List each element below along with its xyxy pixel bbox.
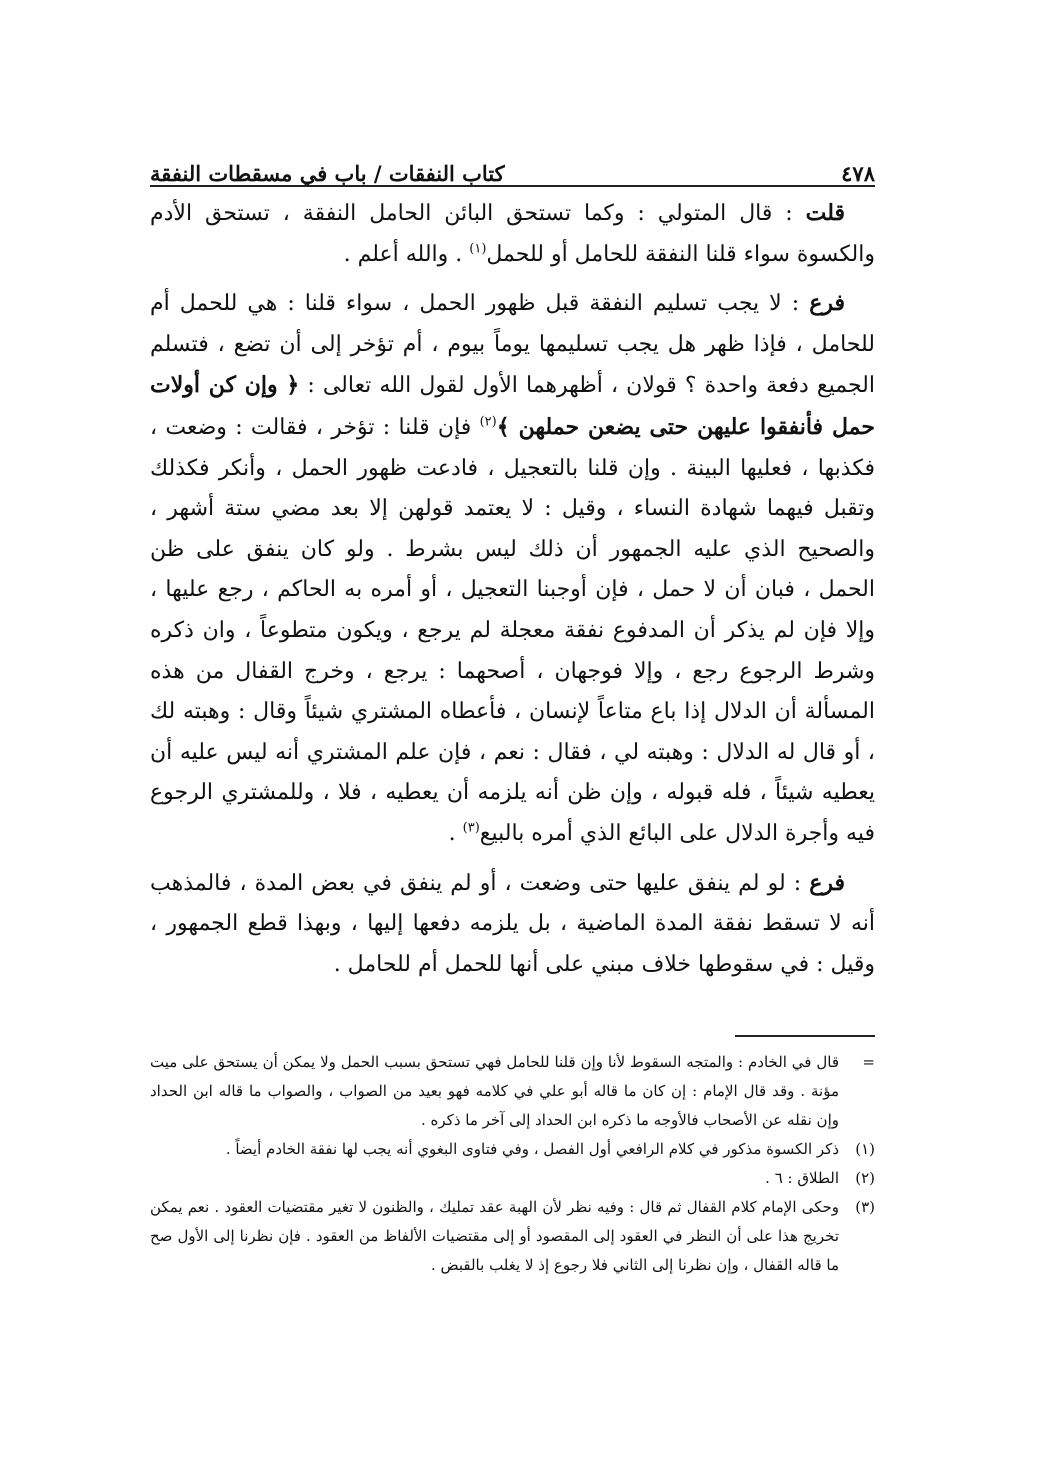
running-title: كتاب النفقات / باب في مسقطات النفقة	[150, 161, 505, 186]
paragraph-text: . والله أعلم .	[343, 241, 470, 267]
footnote-text: وحكى الإمام كلام القفال ثم قال : وفيه نظر لأن الهبة عقد تمليك ، والظنون لا تغير مقتضيات العقود . نعم يمكن تخريج هذا على أن النظر في العقود إلى المقصود أو إلى مقتضيات الألفاظ من العقود . فإن نظرنا إلى الأول صح ما قاله القفال ، وإن نظرنا إلى الثاني فلا رجوع إذ لا يغلب بالقبض .	[150, 1198, 839, 1274]
header-rule	[150, 185, 875, 187]
footnote-text: ذكر الكسوة مذكور في كلام الرافعي أول الفصل ، وفي فتاوى البغوي أنه يجب لها نفقة الخادم أيضاً .	[225, 1140, 839, 1158]
footnote-text: قال في الخادم : والمتجه السقوط لأنا وإن قلنا للحامل فهي تستحق بسبب الحمل ولا يمكن أن يستحق على ميت مؤنة . وقد قال الإمام : إن كان ما قاله أبو علي في كلامه فهو بعيد من الصواب ، والصواب ما قاله ابن الحداد وإن نقله عن الأصحاب فالأوجه ما ذكره ابن الحداد إلى آخر ما ذكره .	[150, 1053, 839, 1129]
main-text	[150, 193, 875, 993]
footnote-ref: (٢)	[479, 414, 497, 430]
paragraph-lead: قلت	[805, 200, 845, 226]
footnote-mark: (٢)	[855, 1169, 875, 1187]
page-number: ٤٧٨	[841, 161, 875, 186]
paragraph-text: : قال المتولي : وكما تستحق البائن الحامل النفقة ، تستحق الأدم والكسوة سواء قلنا النفقة للحامل أو للحمل	[150, 201, 875, 267]
footnote	[150, 1135, 875, 1164]
footnote	[150, 1193, 875, 1280]
paragraph	[150, 193, 875, 275]
footnote	[150, 1164, 875, 1193]
footnote-mark: =	[862, 1053, 875, 1071]
paragraph-text: .	[448, 820, 463, 846]
footnote-continuation	[150, 1048, 875, 1135]
paragraph-lead: فرع	[809, 869, 845, 896]
paragraph-lead: فرع	[809, 290, 845, 317]
footnote-ref: (٣)	[462, 820, 480, 836]
paragraph-text: : لا يجب تسليم النفقة قبل ظهور الحمل ، سواء قلنا : هي للحمل أم للحامل ، فإذا ظهر هل يجب تسليمها يوماً بيوم ، أم تؤخر إلى أن تضع ، فتسلم الجميع دفعة واحدة ؟ قولان ، أظهرهما الأول لقول الله تعالى :	[150, 291, 875, 399]
footnote-mark: (١)	[855, 1140, 875, 1158]
footnote-text: الطلاق : ٦ .	[765, 1169, 839, 1187]
quran-quote: ﴿ وإن كن أولات حمل فأنفقوا عليهن حتى يضعن حملهن ﴾	[150, 372, 876, 440]
page-header	[150, 140, 875, 186]
footnotes	[150, 1048, 875, 1280]
footnote-ref: (١)	[469, 241, 487, 257]
paragraph	[150, 283, 875, 854]
paragraph	[150, 863, 875, 986]
footnote-mark: (٣)	[855, 1198, 875, 1216]
footnote-separator	[735, 1035, 875, 1037]
paragraph-text: فإن قلنا : تؤخر ، فقالت : وضعت ، فكذبها ، فعليها البينة . وإن قلنا بالتعجيل ، فادعت ظهور الحمل ، وأنكر فكذلك وتقبل فيهما شهادة النساء ، وقيل : لا يعتمد قولهن إلا بعد مضي ستة أشهر ، والصحيح الذي عليه الجمهور أن ذلك ليس بشرط . ولو كان ينفق على ظن الحمل ، فبان أن لا حمل ، فإن أوجبنا التعجيل ، أو أمره به الحاكم ، رجع عليها ، وإلا فإن لم يذكر أن المدفوع نفقة معجلة لم يرجع ، ويكون متطوعاً ، وان ذكره وشرط الرجوع رجع ، وإلا فوجهان ، أصحهما : يرجع ، وخرج القفال من هذه المسألة أن الدلال إذا باع متاعاً لإنسان ، فأعطاه المشتري شيئاً وقال : وهبته لك ، أو قال له الدلال : وهبته لي ، فقال : نعم ، فإن علم المشتري أنه ليس عليه أن يعطيه شيئاً ، فله قبوله ، وإن ظن أنه يلزمه أن يعطيه ، فلا ، وللمشتري الرجوع فيه وأجرة الدلال على البائع الذي أمره بالبيع	[150, 414, 875, 846]
paragraph-text: : لو لم ينفق عليها حتى وضعت ، أو لم ينفق في بعض المدة ، فالمذهب أنه لا تسقط نفقة المدة الماضية ، بل يلزمه دفعها إليها ، وبهذا قطع الجمهور ، وقيل : في سقوطها خلاف مبني على أنها للحمل أم للحامل .	[150, 870, 875, 977]
